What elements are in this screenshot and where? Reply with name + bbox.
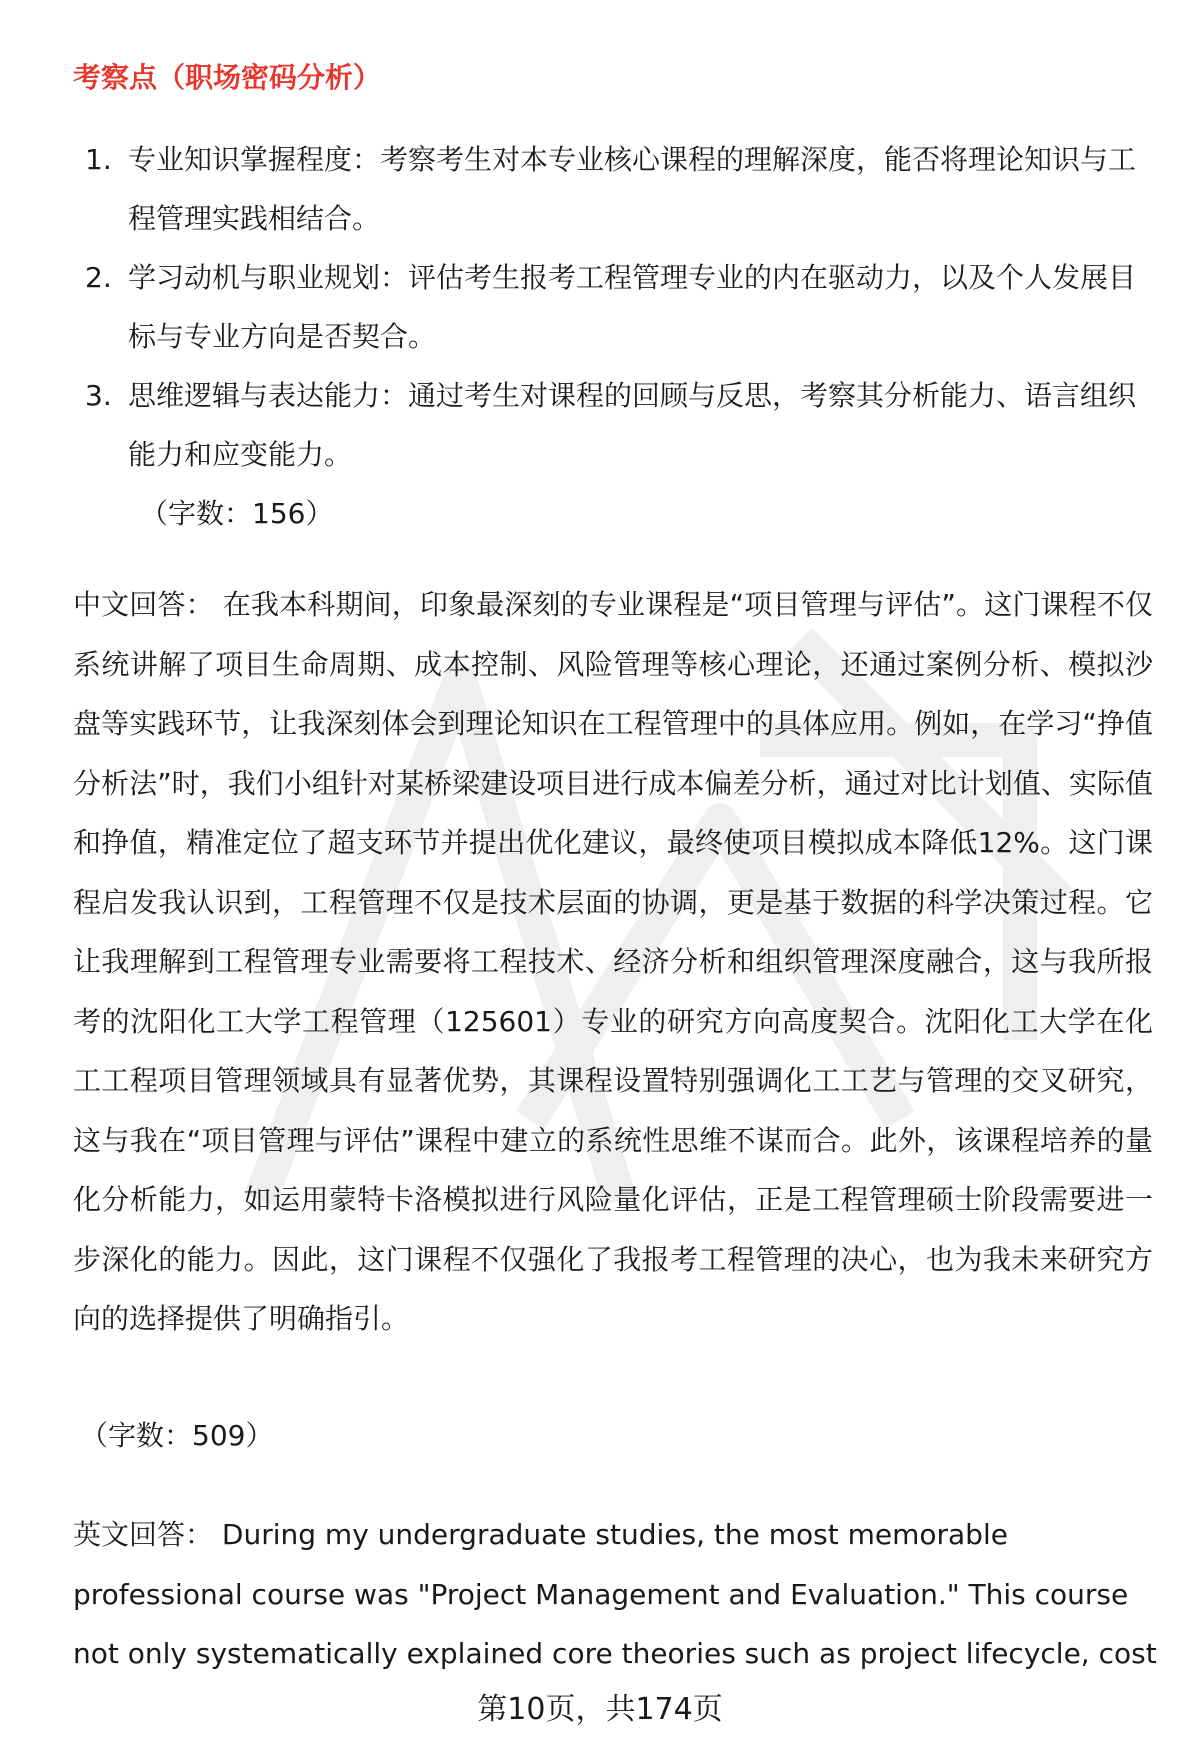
list-item-text: 学习动机与职业规划：评估考生报考工程管理专业的内在驱动力，以及个人发展目标与专业方向是否契合。	[128, 261, 1137, 353]
list-item	[73, 248, 1153, 366]
list-item-number: 2.	[85, 261, 112, 294]
page-number: 第10页，共174页	[477, 1692, 723, 1727]
word-count-points: （字数：156）	[140, 497, 334, 530]
english-answer: 英文回答： During my undergraduate studies, the most memorable professional course was "Project Management and Evaluation." This course not only systematically explained core theories such as project lifecycle, cost	[73, 1518, 1157, 1670]
chinese-answer: 中文回答： 在我本科期间，印象最深刻的专业课程是“项目管理与评估”。这门课程不仅系统讲解了项目生命周期、成本控制、风险管理等核心理论，还通过案例分析、模拟沙盘等实践环节，让我深刻体会到理论知识在工程管理中的具体应用。例如，在学习“挣值分析法”时，我们小组针对某桥梁建设项目进行成本偏差分析，通过对比计划值、实际值和挣值，精准定位了超支环节并提出优化建议，最终使项目模拟成本降低12%。这门课程启发我认识到，工程管理不仅是技术层面的协调，更是基于数据的科学决策过程。它让我理解到工程管理专业需要将工程技术、经济分析和组织管理深度融合，这与我所报考的沈阳化工大学工程管理（125601）专业的研究方向高度契合。沈阳化工大学在化工工程项目管理领域具有显著优势，其课程设置特别强调化工工艺与管理的交叉研究，这与我在“项目管理与评估”课程中建立的系统性思维不谋而合。此外，该课程培养的量化分析能力，如运用蒙特卡洛模拟进行风险量化评估，正是工程管理硕士阶段需要进一步深化的能力。因此，这门课程不仅强化了我报考工程管理的决心，也为我未来研究方向的选择提供了明确指引。	[73, 588, 1153, 1335]
section-title: 考察点（职场密码分析）	[73, 61, 382, 94]
list-item-number: 3.	[85, 379, 112, 412]
list-item	[73, 366, 1153, 484]
list-item-number: 1.	[85, 143, 112, 176]
list-item	[73, 130, 1153, 248]
list-item-text: 专业知识掌握程度：考察考生对本专业核心课程的理解深度，能否将理论知识与工程管理实践相结合。	[128, 143, 1137, 235]
assessment-points-list	[73, 130, 1153, 484]
word-count-chinese: （字数：509）	[80, 1419, 274, 1452]
list-item-text: 思维逻辑与表达能力：通过考生对课程的回顾与反思，考察其分析能力、语言组织能力和应变能力。	[128, 379, 1137, 471]
